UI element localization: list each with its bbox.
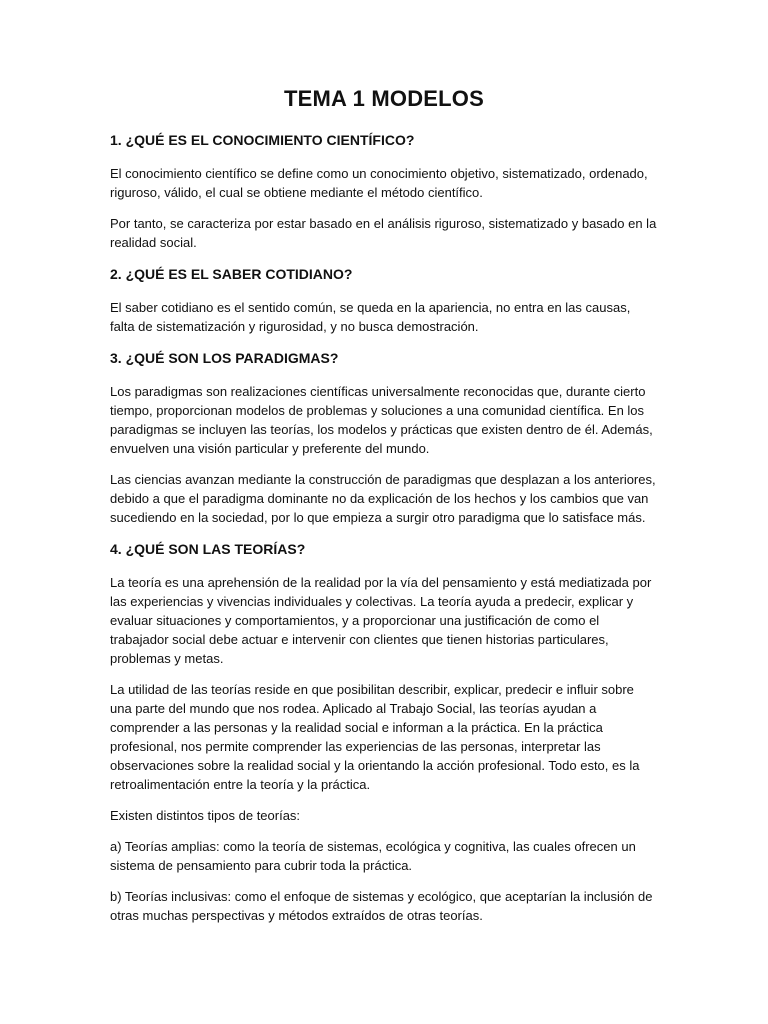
- section-conocimiento-cientifico: [110, 130, 658, 252]
- section-heading: 4. ¿QUÉ SON LAS TEORÍAS?: [110, 541, 306, 557]
- paragraph: Los paradigmas son realizaciones científicas universalmente reconocidas que, durante cierto tiempo, proporcionan modelos de problemas y soluciones a una comunidad científica. En los paradigmas se incluyen las teorías, los modelos y prácticas que existen dentro de él. Además, envuelven una visión particular y preferente del mundo.: [110, 384, 653, 456]
- paragraph: Las ciencias avanzan mediante la construcción de paradigmas que desplazan a los anteriores, debido a que el paradigma dominante no da explicación de los hechos y los cambios que van sucediendo en la sociedad, por lo que empieza a surgir otro paradigma que lo satisface más.: [110, 472, 656, 525]
- paragraph: b) Teorías inclusivas: como el enfoque de sistemas y ecológico, que aceptarían la inclusión de otras muchas perspectivas y métodos extraídos de otras teorías.: [110, 889, 653, 923]
- paragraph: a) Teorías amplias: como la teoría de sistemas, ecológica y cognitiva, las cuales ofrecen un sistema de pensamiento para cubrir toda la práctica.: [110, 839, 636, 873]
- paragraph: La teoría es una aprehensión de la realidad por la vía del pensamiento y está mediatizada por las experiencias y vivencias individuales y colectivas. La teoría ayuda a predecir, explicar y evaluar situaciones y comportamientos, y a proporcionar una justificación de como el trabajador social debe actuar e intervenir con clientes que tienen historias particulares, problemas y metas.: [110, 575, 652, 666]
- paragraph: El saber cotidiano es el sentido común, se queda en la apariencia, no entra en las causas, falta de sistematización y rigurosidad, y no busca demostración.: [110, 300, 631, 334]
- section-paradigmas: [110, 348, 658, 527]
- section-teorias: [110, 539, 658, 925]
- section-heading: 1. ¿QUÉ ES EL CONOCIMIENTO CIENTÍFICO?: [110, 132, 415, 148]
- page-title: TEMA 1 MODELOS: [284, 86, 484, 111]
- paragraph: La utilidad de las teorías reside en que posibilitan describir, explicar, predecir e influir sobre una parte del mundo que nos rodea. Aplicado al Trabajo Social, las teorías ayudan a comprender a las personas y la realidad social e informan a la práctica. En la práctica profesional, nos permite comprender las experiencias de las personas, interpretar las observaciones sobre la realidad social y la orientando la acción profesional. Todo esto, es la retroalimentación entre la teoría y la práctica.: [110, 682, 640, 792]
- section-heading: 2. ¿QUÉ ES EL SABER COTIDIANO?: [110, 266, 353, 282]
- section-heading: 3. ¿QUÉ SON LOS PARADIGMAS?: [110, 350, 339, 366]
- paragraph: El conocimiento científico se define como un conocimiento objetivo, sistematizado, ordenado, riguroso, válido, el cual se obtiene mediante el método científico.: [110, 166, 648, 200]
- paragraph: Existen distintos tipos de teorías:: [110, 808, 301, 823]
- paragraph: Por tanto, se caracteriza por estar basado en el análisis riguroso, sistematizado y basado en la realidad social.: [110, 216, 657, 250]
- section-saber-cotidiano: [110, 264, 658, 336]
